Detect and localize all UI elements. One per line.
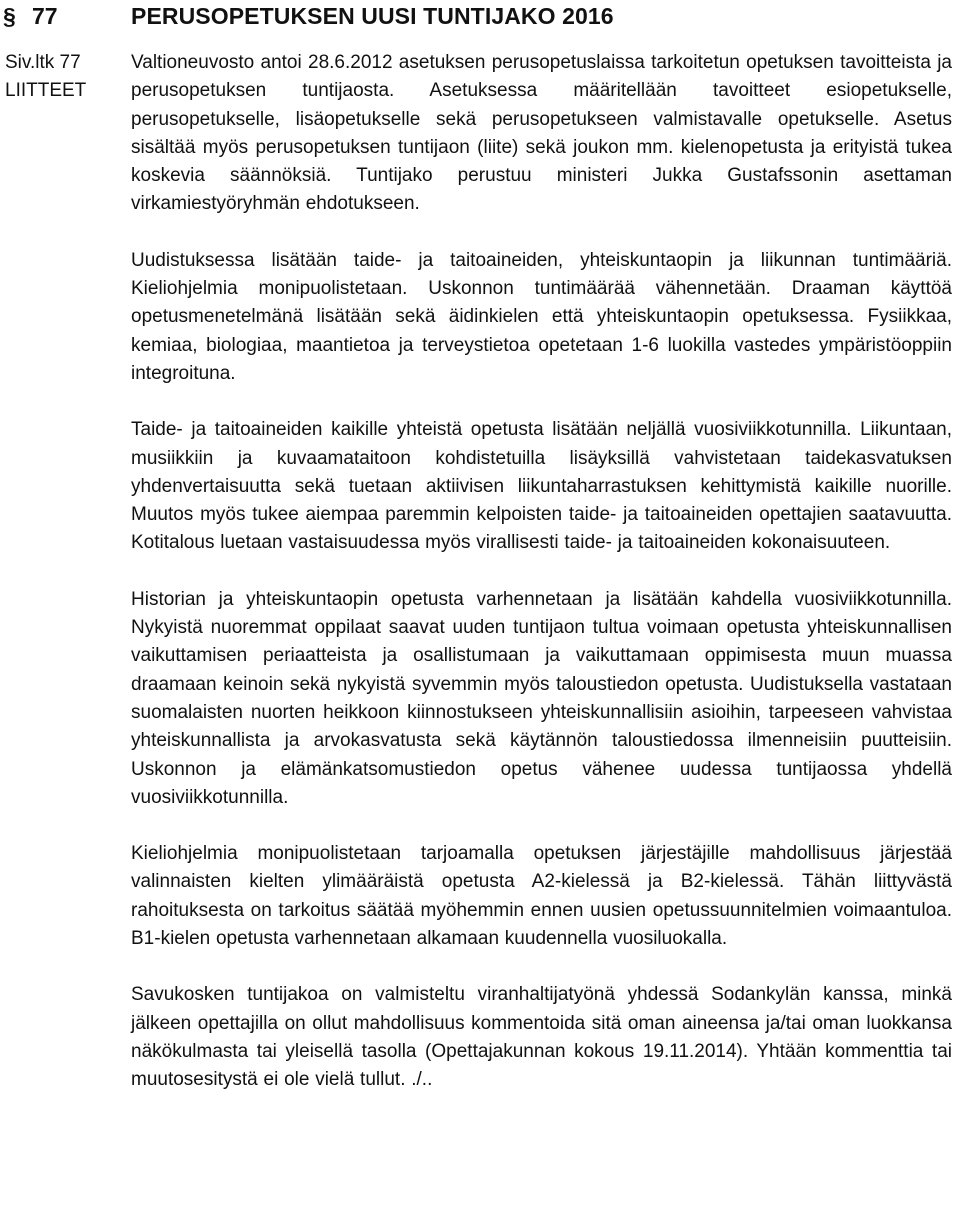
paragraph-decree: Valtioneuvosto antoi 28.6.2012 asetuksen perusopetuslaissa tarkoitetun opetuksen tavoitteista ja perusopetuksen tuntijaosta. Asetuksessa määritellään tavoitteet esiopetukselle, perusopetukselle, lisäopetukselle sekä perusopetukseen valmistavalle opetukselle. Asetus sisältää myös perusopetuksen tuntijaon (liite) sekä joukon mm. kielenopetusta ja erityistä tukea koskevia säännöksiä. Tuntijako perustuu ministeri Jukka Gustafssonin asettaman virkamiestyöryhmän ehdotukseen.: [131, 52, 952, 215]
paragraph-arts-skills: Taide- ja taitoaineiden kaikille yhteistä opetusta lisätään neljällä vuosiviikkotunnilla. Liikuntaan, musiikkiin ja kuvaamataitoon kohdistetuilla lisäyksillä vahvistetaan taidekasvatuksen yhdenvertaisuutta sekä tuetaan aktiivisen liikuntaharrastuksen kehittymistä kaikille nuorille. Muutos myös tukee aiempaa paremmin kelpoisten taide- ja taitoaineiden opettajien saatavuutta. Kotitalous luetaan vastaisuudessa myös virallisesti taide- ja taitoaineiden kokonaisuuteen.: [131, 419, 952, 554]
section-title: PERUSOPETUKSEN UUSI TUNTIJAKO 2016: [131, 3, 614, 29]
section-header: [0, 0, 960, 36]
paragraph-reform: Uudistuksessa lisätään taide- ja taitoaineiden, yhteiskuntaopin ja liikunnan tuntimääriä. Kieliohjelmia monipuolistetaan. Uskonnon tuntimäärää vähennetään. Draaman käyttöä opetusmenetelmänä lisätään sekä äidinkielen että yhteiskuntaopin opetuksessa. Fysiikkaa, kemiaa, biologiaa, maantietoa ja terveystietoa opetetaan 1-6 luokilla vastedes ympäristöoppiin integroituna.: [131, 249, 952, 384]
section-number: 77: [32, 3, 58, 29]
paragraph-languages: Kieliohjelmia monipuolistetaan tarjoamalla opetuksen järjestäjille mahdollisuus järjestää valinnaisten kielten ylimääräistä opetusta A2-kielessä ja B2-kielessä. Tähän liittyvästä rahoituksesta on tarkoitus säätää myöhemmin ennen uusien opetussuunnitelmien voimaantuloa. B1-kielen opetusta varhennetaan alkamaan kuudennella vuosiluokalla.: [131, 843, 952, 950]
margin-note-reference: Siv.ltk 77: [5, 52, 81, 73]
margin-note-attachments: LIITTEET: [5, 80, 87, 101]
paragraph-history-civics: Historian ja yhteiskuntaopin opetusta varhennetaan ja lisätään kahdella vuosiviikkotunnilla. Nykyistä nuoremmat oppilaat saavat uuden tuntijaon tultua voimaan opetusta yhteiskunnallisen vaikuttamisen periaatteista ja osallistumaan ja vaikuttamaan oppimisesta muun muassa draamaan keinoin sekä nykyistä syvemmin myös taloustiedon opetusta. Uudistuksella vastataan suomalaisten nuorten heikkoon kiinnostukseen yhteiskunnallisiin asioihin, tarpeeseen vahvistaa yhteiskunnallista ja arvokasvatusta sekä käytännön taloustiedossa ilmenneisiin puutteisiin. Uskonnon ja elämänkatsomustiedon opetus vähenee uudessa tuntijaossa yhdellä vuosiviikkotunnilla.: [131, 588, 952, 808]
paragraph-savukoski: Savukosken tuntijakoa on valmisteltu viranhaltijatyönä yhdessä Sodankylän kanssa, minkä jälkeen opettajilla on ollut mahdollisuus kommentoida sitä oman aineensa ja/tai oman luokkansa näkökulmasta tai yleisellä tasolla (Opettajakunnan kokous 19.11.2014). Yhtään kommenttia tai muutosesitystä ei ole vielä tullut. ./..: [131, 984, 952, 1091]
document-body: [131, 49, 952, 1095]
margin-note: [5, 49, 120, 105]
section-symbol: §: [3, 3, 16, 29]
